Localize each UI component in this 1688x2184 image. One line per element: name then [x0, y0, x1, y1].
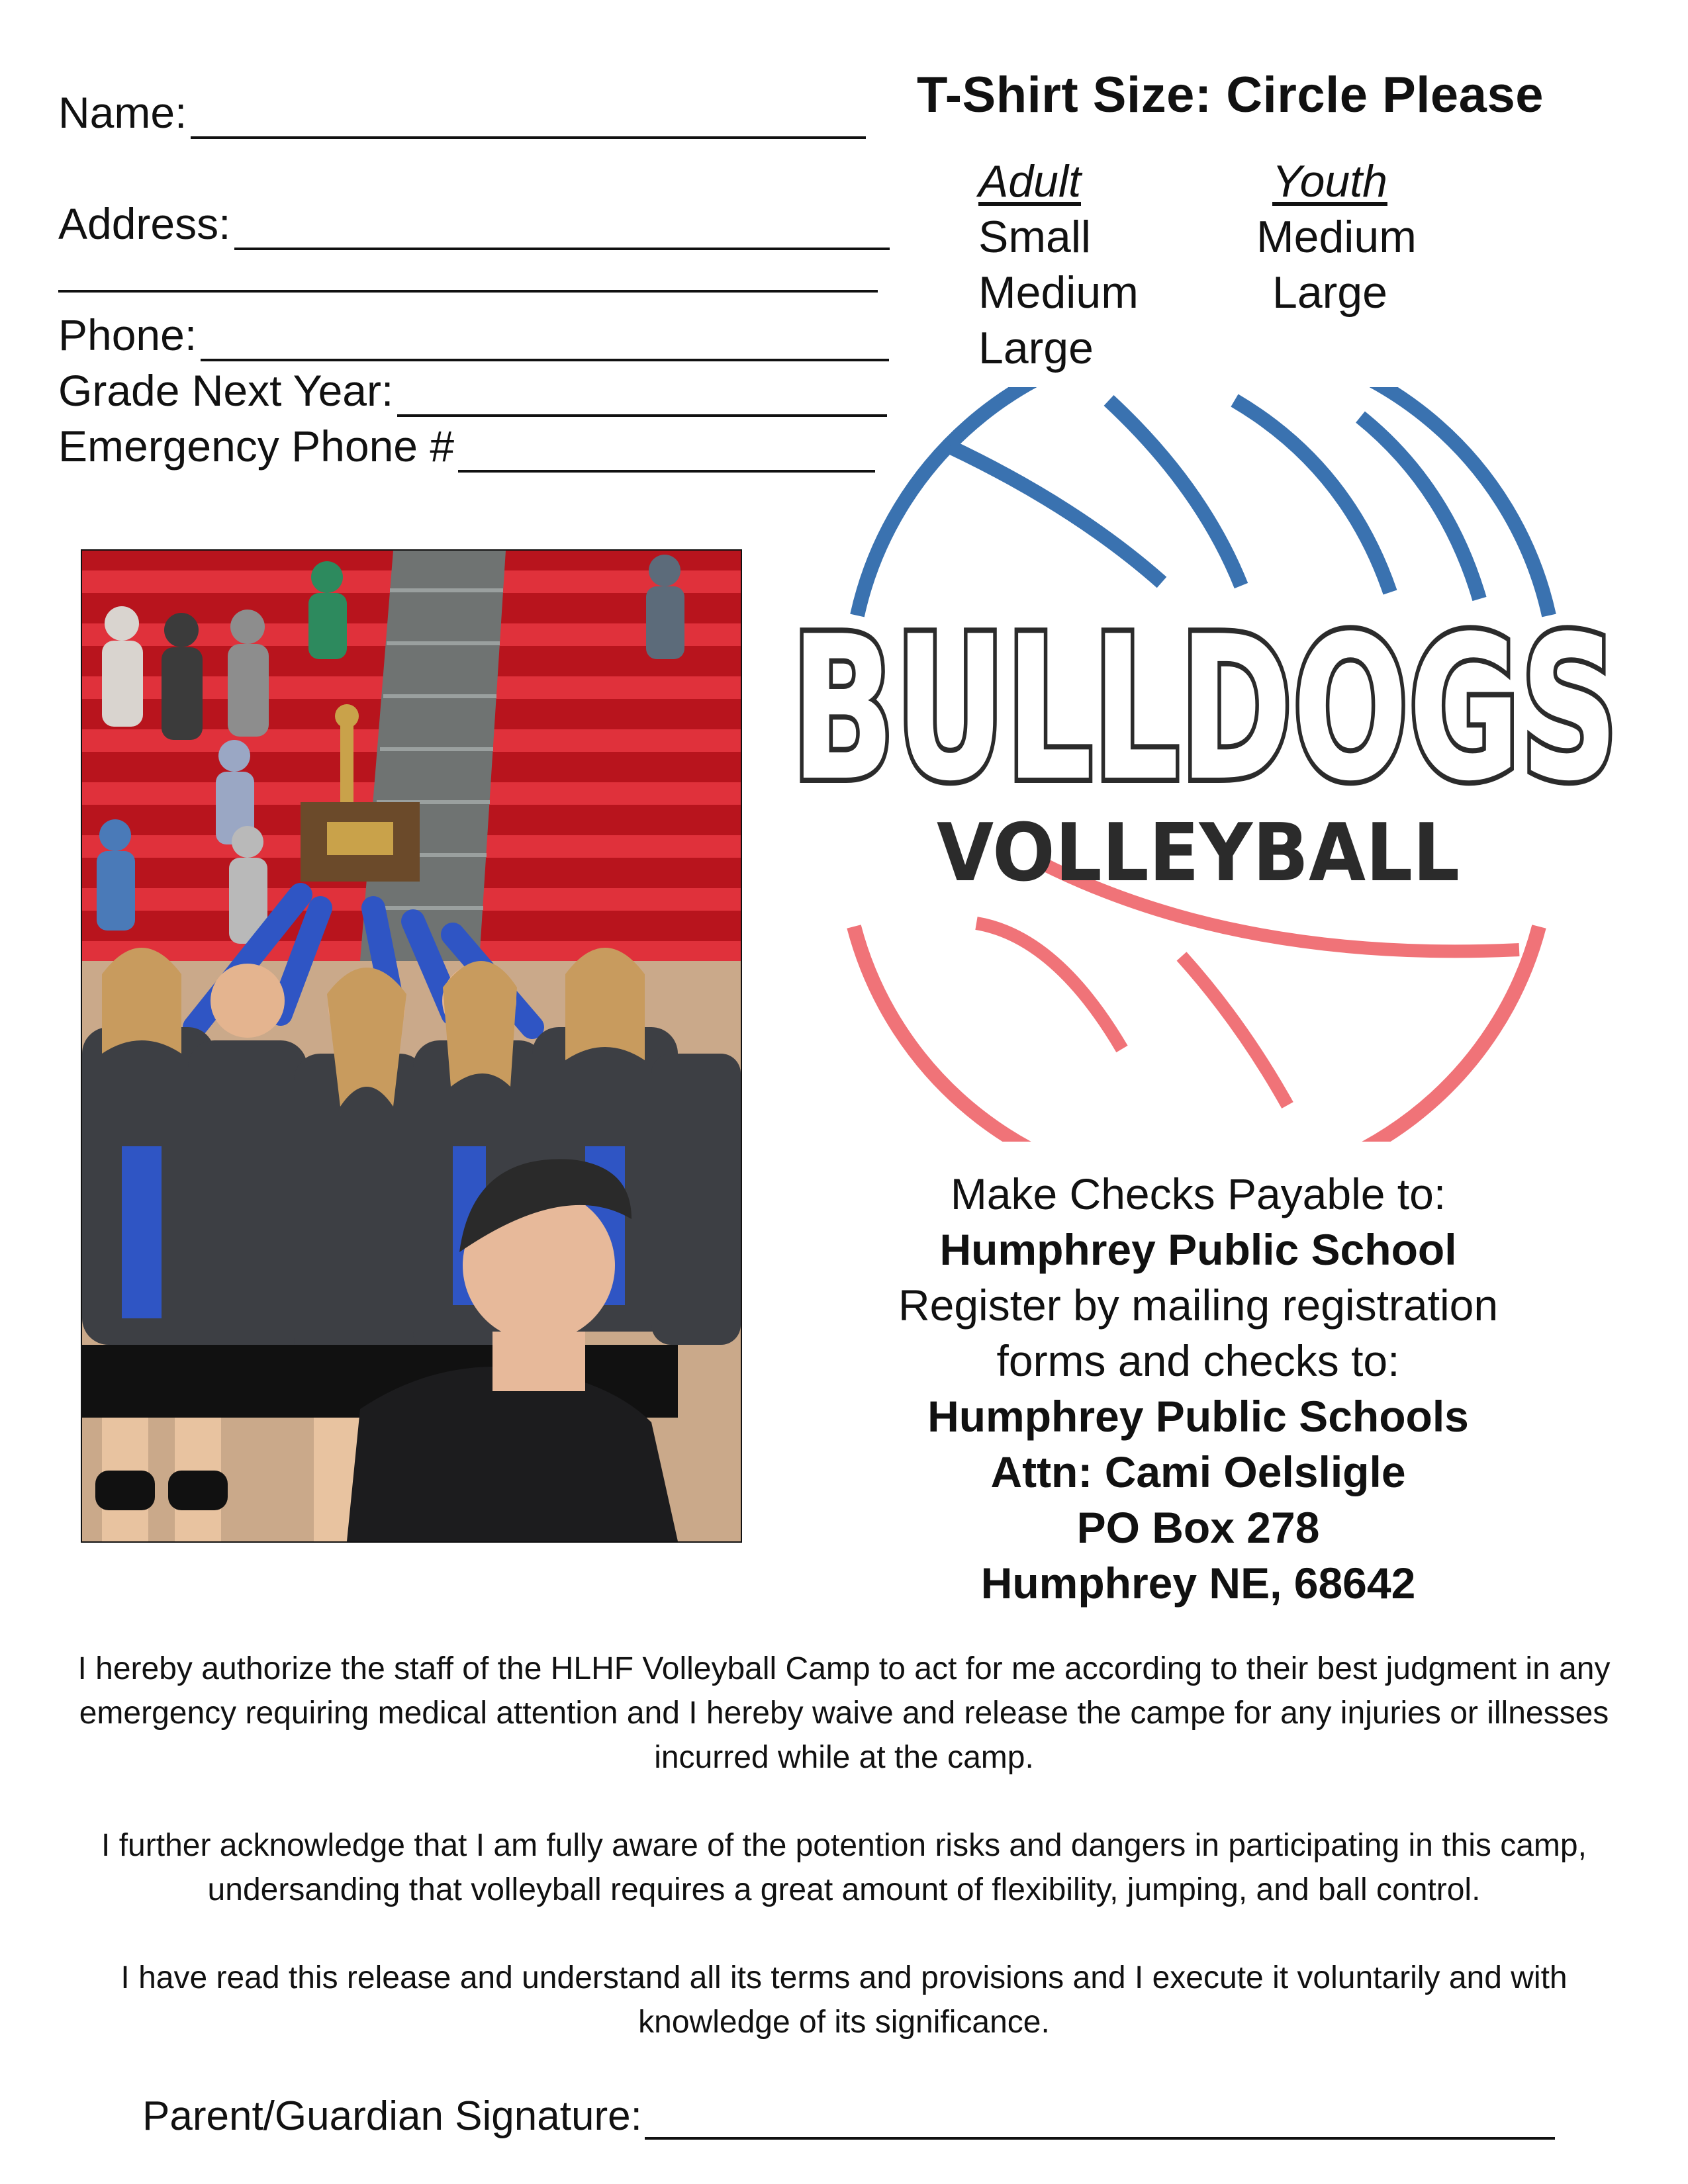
address-label: Address:: [58, 199, 231, 248]
grade-label: Grade Next Year:: [58, 366, 394, 415]
photo-illustration: [82, 551, 741, 1541]
youth-heading: Youth: [1272, 156, 1387, 206]
payment-info: [854, 1166, 1542, 1611]
phone-field[interactable]: [58, 308, 889, 361]
tshirt-title: T-Shirt Size: Circle Please: [917, 67, 1544, 123]
phone-line[interactable]: [201, 316, 889, 361]
mailing-city-zip: Humphrey NE, 68642: [980, 1559, 1416, 1608]
release-paragraph-3: I have read this release and understand all its terms and provisions and I execute it voluntarily and with knowledge of its significance.: [120, 1960, 1568, 2040]
logo-bulldogs-text: BULLDOGS: [791, 594, 1618, 825]
name-field[interactable]: [58, 86, 866, 139]
register-line-1: Register by mailing registration: [898, 1281, 1499, 1330]
grade-field[interactable]: [58, 364, 887, 417]
emergency-phone-field[interactable]: [58, 420, 875, 473]
logo-volleyball-text: VOLLEYBALL: [937, 807, 1460, 899]
name-label: Name:: [58, 88, 187, 137]
size-option-adult-small[interactable]: Small: [978, 212, 1092, 262]
signature-line[interactable]: [645, 2099, 1555, 2140]
size-option-youth-large[interactable]: Large: [1272, 267, 1387, 318]
payee-name: Humphrey Public School: [939, 1225, 1457, 1274]
address-field[interactable]: [58, 197, 890, 250]
release-paragraph-1: I hereby authorize the staff of the HLHF Volleyball Camp to act for me according to their best judgment in any emergency requiring medical attention and I hereby waive and release the campe for any injuries or illnesses incurred while at the camp.: [77, 1651, 1611, 1775]
address-line[interactable]: [234, 205, 890, 250]
mailing-po-box: PO Box 278: [1076, 1503, 1320, 1552]
address-line-2[interactable]: [58, 290, 878, 293]
signature-field[interactable]: [142, 2093, 1555, 2140]
size-option-youth-medium[interactable]: Medium: [1256, 212, 1417, 262]
mailing-attention: Attn: Cami Oelsligle: [990, 1447, 1406, 1496]
payment-line-1: Make Checks Payable to:: [950, 1169, 1446, 1218]
adult-size-column: [978, 154, 1139, 376]
size-option-adult-large[interactable]: Large: [978, 323, 1094, 373]
phone-label: Phone:: [58, 310, 197, 359]
register-line-2: forms and checks to:: [996, 1336, 1400, 1385]
signature-label: Parent/Guardian Signature:: [142, 2093, 642, 2139]
youth-size-column: [1256, 154, 1417, 320]
emergency-phone-label: Emergency Phone #: [58, 422, 455, 471]
team-trophy-photo: [81, 549, 742, 1543]
name-line[interactable]: [191, 94, 866, 139]
bulldogs-volleyball-logo: [778, 387, 1632, 1142]
mailing-organization: Humphrey Public Schools: [927, 1392, 1469, 1441]
volleyball-logo-icon: [778, 387, 1632, 1142]
adult-heading: Adult: [978, 156, 1081, 206]
release-paragraph-2: I further acknowledge that I am fully aware of the potention risks and dangers in participating in this camp, undersanding that volleyball requires a great amount of flexibility, jumping, and ball control.: [101, 1828, 1587, 1907]
size-option-adult-medium[interactable]: Medium: [978, 267, 1139, 318]
